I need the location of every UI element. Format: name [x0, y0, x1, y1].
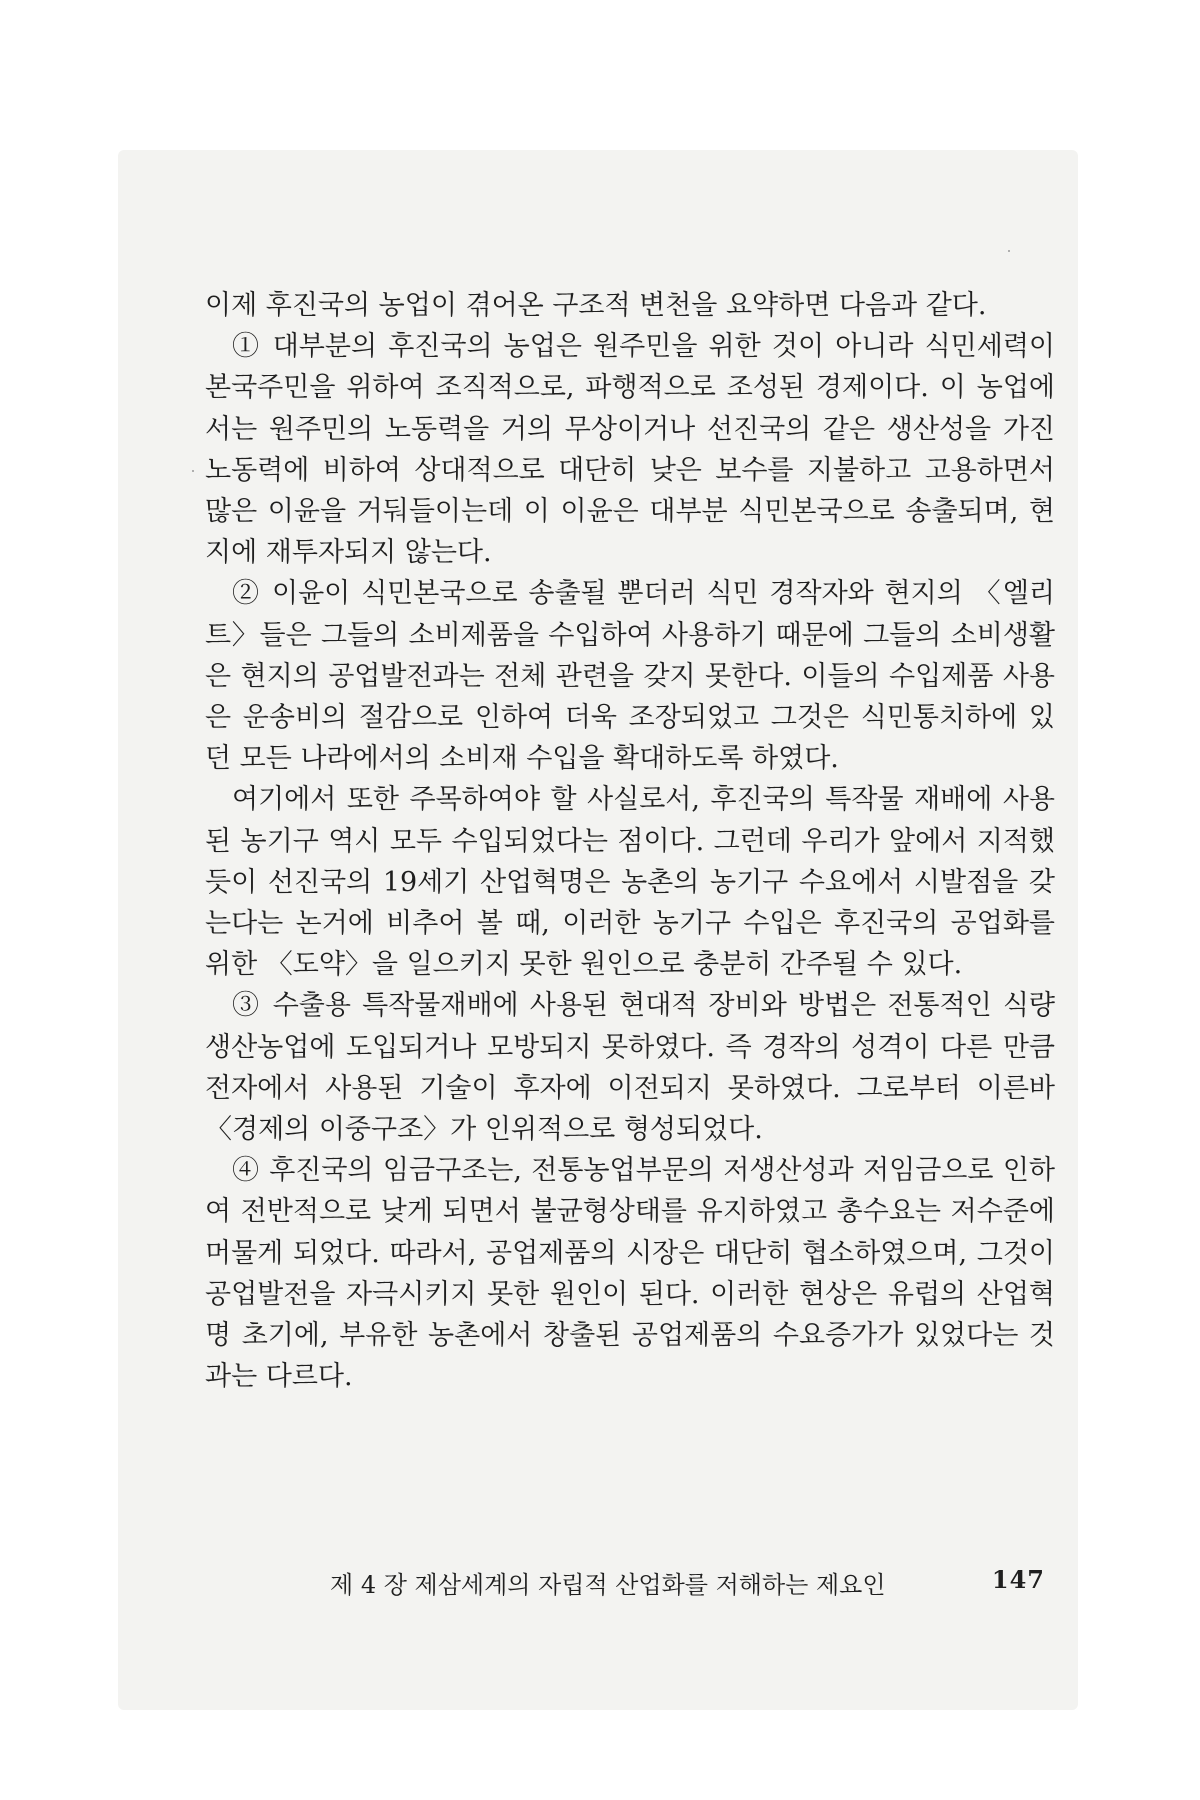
paragraph-farm-tools: 여기에서 또한 주목하여야 할 사실로서, 후진국의 특작물 재배에 사용된 농기구 역시 모두 수입되었다는 점이다. 그런데 우리가 앞에서 지적했듯이 선진국의 19세기 산업혁명은 농촌의 농기구 수요에서 시발점을 갖는다는 논거에 비추어 볼 때, 이러한 농기구 수입은 후진국의 공업화를 위한 〈도약〉을 일으키지 못한 원인으로 충분히 간주될 수 있다. — [205, 784, 1055, 981]
paragraph-point-1: ① 대부분의 후진국의 농업은 원주민을 위한 것이 아니라 식민세력이 본국주민을 위하여 조직적으로, 파행적으로 조성된 경제이다. 이 농업에서는 원주민의 노동력을 거의 무상이거나 선진국의 같은 생산성을 가진 노동력에 비하여 상대적으로 대단히 낮은 보수를 지불하고 고용하면서 많은 이윤을 거둬들이는데 이 이윤은 대부분 식민본국으로 송출되며, 현지에 재투자되지 않는다. — [205, 331, 1055, 569]
paragraph-intro: 이제 후진국의 농업이 겪어온 구조적 변천을 요약하면 다음과 같다. — [205, 290, 987, 321]
scan-speck — [192, 470, 194, 472]
running-footer — [330, 1565, 1045, 1600]
chapter-title: 제 4 장 제삼세계의 자립적 산업화를 저해하는 제요인 — [330, 1571, 886, 1599]
body-text — [205, 285, 1055, 1397]
paragraph-point-4: ④ 후진국의 임금구조는, 전통농업부문의 저생산성과 저임금으로 인하여 전반적으로 낮게 되면서 불균형상태를 유지하였고 총수요는 저수준에 머물게 되었다. 따라서, 공업제품의 시장은 대단히 협소하였으며, 그것이 공업발전을 자극시키지 못한 원인이 된다. 이러한 현상은 유럽의 산업혁명 초기에, 부유한 농촌에서 창출된 공업제품의 수요증가가 있었다는 것과는 다르다. — [205, 1155, 1055, 1393]
paragraph-point-2: ② 이윤이 식민본국으로 송출될 뿐더러 식민 경작자와 현지의 〈엘리트〉들은 그들의 소비제품을 수입하여 사용하기 때문에 그들의 소비생활은 현지의 공업발전과는 전체 관련을 갖지 못한다. 이들의 수입제품 사용은 운송비의 절감으로 인하여 더욱 조장되었고 그것은 식민통치하에 있던 모든 나라에서의 소비재 수입을 확대하도록 하였다. — [205, 578, 1055, 775]
paragraph-point-3: ③ 수출용 특작물재배에 사용된 현대적 장비와 방법은 전통적인 식량생산농업에 도입되거나 모방되지 못하였다. 즉 경작의 성격이 다른 만큼 전자에서 사용된 기술이 후자에 이전되지 못하였다. 그로부터 이른바 〈경제의 이중구조〉가 인위적으로 형성되었다. — [205, 990, 1055, 1146]
page-number: 147 — [991, 1565, 1045, 1594]
scan-speck — [1008, 250, 1010, 252]
